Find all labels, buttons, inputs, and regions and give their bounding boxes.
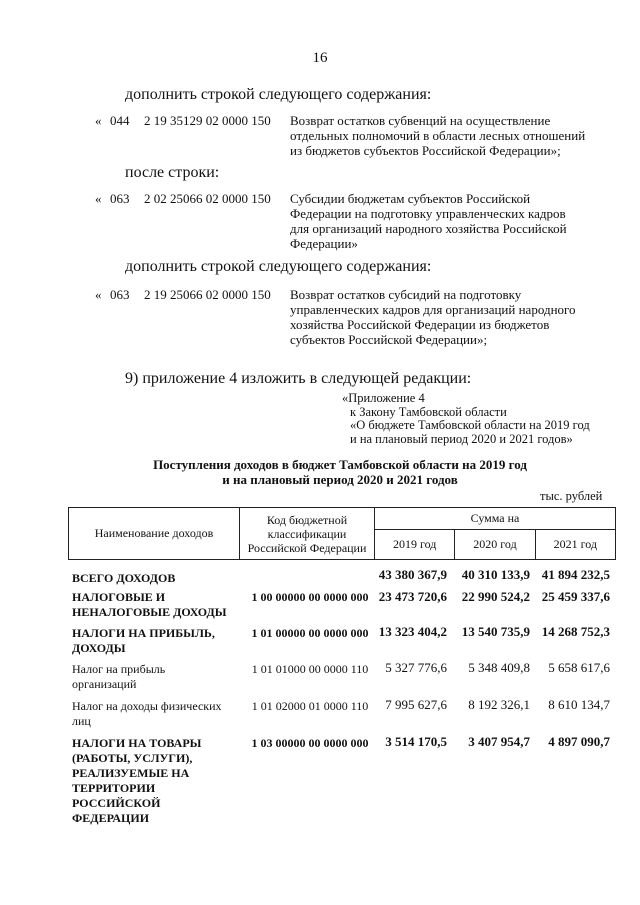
row-name-line: НАЛОГОВЫЕ И [72,590,166,604]
row-value-2020: 3 407 954,7 [468,734,530,749]
row-value-2020: 8 192 326,1 [468,697,530,712]
entry-description-line: Федерации на подготовку управленческих кадров [290,206,566,221]
appendix-line: «О бюджете Тамбовской области на 2019 год [350,418,590,432]
row-name-line: организаций [72,677,137,691]
table-title-line: и на плановый период 2020 и 2021 годов [222,472,458,487]
row-value-2020: 22 990 524,2 [461,589,530,604]
entry-admin-code: 063 [110,287,130,302]
entry-quote: « [95,191,102,206]
row-code: 1 03 00000 00 0000 000 [251,736,369,750]
row-name-line: ТЕРРИТОРИИ [72,781,156,795]
entry-description-line: Возврат остатков субвенций на осуществление [290,113,551,128]
appendix-reference [342,392,590,446]
entry-description-line: Возврат остатков субсидий на подготовку [290,287,522,302]
entry-description-line: отдельных полномочий в области лесных отношений [290,128,586,143]
row-code: 1 01 02000 01 0000 110 [251,699,369,713]
header-name: Наименование доходов [69,508,240,560]
header-year-2020: 2020 год [455,530,535,560]
row-value-2020: 5 348 409,8 [468,660,530,675]
entry-description-line: субъектов Российской Федерации»; [290,332,488,347]
row-name [72,699,242,729]
entry-admin-code: 063 [110,191,130,206]
row-value-2019: 13 323 404,2 [378,624,447,639]
row-value-2019: 23 473 720,6 [378,589,447,604]
row-value-2019: 7 995 627,6 [385,697,447,712]
row-name [72,590,242,620]
row-value-2020: 40 310 133,9 [461,567,530,582]
page-number: 16 [312,50,328,66]
entry-description [290,191,590,251]
table-title [0,457,640,487]
units-label: тыс. рублей [540,489,603,503]
row-value-2019: 3 514 170,5 [385,734,447,749]
row-name-line: Налог на прибыль [72,662,166,676]
header-sum: Сумма на [375,508,616,530]
row-name-line: НАЛОГИ НА ПРИБЫЛЬ, [72,626,215,640]
header-year-2019: 2019 год [375,530,455,560]
row-name-line: РОССИЙСКОЙ [72,796,161,810]
row-code: 1 01 01000 00 0000 110 [251,662,369,676]
entry-description-line: хозяйства Российской Федерации из бюджетов [290,317,550,332]
row-code: 1 01 00000 00 0000 000 [251,626,369,640]
header-code-line: Российской Федерации [247,540,367,555]
table-header [68,507,616,560]
row-name-line: НАЛОГИ НА ТОВАРЫ [72,736,202,750]
table-title-line: Поступления доходов в бюджет Тамбовской области на 2019 год [153,457,527,472]
entry-description [290,287,590,347]
instruction-add-row: дополнить строкой следующего содержания: [125,86,432,103]
entry-admin-code: 044 [110,113,130,128]
row-value-2021: 8 610 134,7 [548,697,610,712]
entry-description-line: для организаций народного хозяйства Российской [290,221,567,236]
row-value-2019: 5 327 776,6 [385,660,447,675]
appendix-line: и на плановый период 2020 и 2021 годов» [350,431,573,446]
header-code-line: классификации [267,526,347,541]
row-name-line: (РАБОТЫ, УСЛУГИ), [72,751,193,765]
row-value-2019: 43 380 367,9 [378,567,447,582]
entry-budget-code: 2 19 35129 02 0000 150 [144,113,271,128]
entry-description-line: Федерации» [290,236,358,251]
entry-budget-code: 2 19 25066 02 0000 150 [144,287,271,302]
row-name-line: ФЕДЕРАЦИИ [72,811,150,825]
row-name [72,571,242,586]
instruction-add-row: дополнить строкой следующего содержания: [125,258,432,275]
row-name [72,736,242,826]
entry-budget-code: 2 02 25066 02 0000 150 [144,191,271,206]
entry-description-line: Субсидии бюджетам субъектов Российской [290,191,531,206]
row-name-line: ВСЕГО ДОХОДОВ [72,571,176,585]
row-value-2021: 14 268 752,3 [541,624,610,639]
row-value-2021: 25 459 337,6 [541,589,610,604]
row-name [72,626,242,656]
row-value-2020: 13 540 735,9 [461,624,530,639]
row-value-2021: 5 658 617,6 [548,660,610,675]
entry-quote: « [95,287,102,302]
entry-quote: « [95,113,102,128]
row-name-line: РЕАЛИЗУЕМЫЕ НА [72,766,190,780]
entry-description [290,113,590,158]
row-value-2021: 4 897 090,7 [548,734,610,749]
row-name-line: НЕНАЛОГОВЫЕ ДОХОДЫ [72,605,227,619]
instruction-after-row: после строки: [125,164,220,181]
row-code: 1 00 00000 00 0000 000 [251,590,369,604]
row-name-line: Налог на доходы физических [72,699,222,713]
header-year-2021: 2021 год [535,530,615,560]
entry-description-line: управленческих кадров для организаций народного [290,302,576,317]
appendix-line: «Приложение 4 [342,391,425,405]
appendix-line: к Закону Тамбовской области [350,404,507,419]
row-name-line: лиц [72,714,91,728]
item-9-heading: 9) приложение 4 изложить в следующей редакции: [125,370,472,387]
row-name-line: ДОХОДЫ [72,641,126,655]
entry-description-line: из бюджетов субъектов Российской Федерации»; [290,143,561,158]
header-code-line: Код бюджетной [266,512,348,527]
row-value-2021: 41 894 232,5 [541,567,610,582]
row-name [72,662,242,692]
header-code [240,508,375,560]
